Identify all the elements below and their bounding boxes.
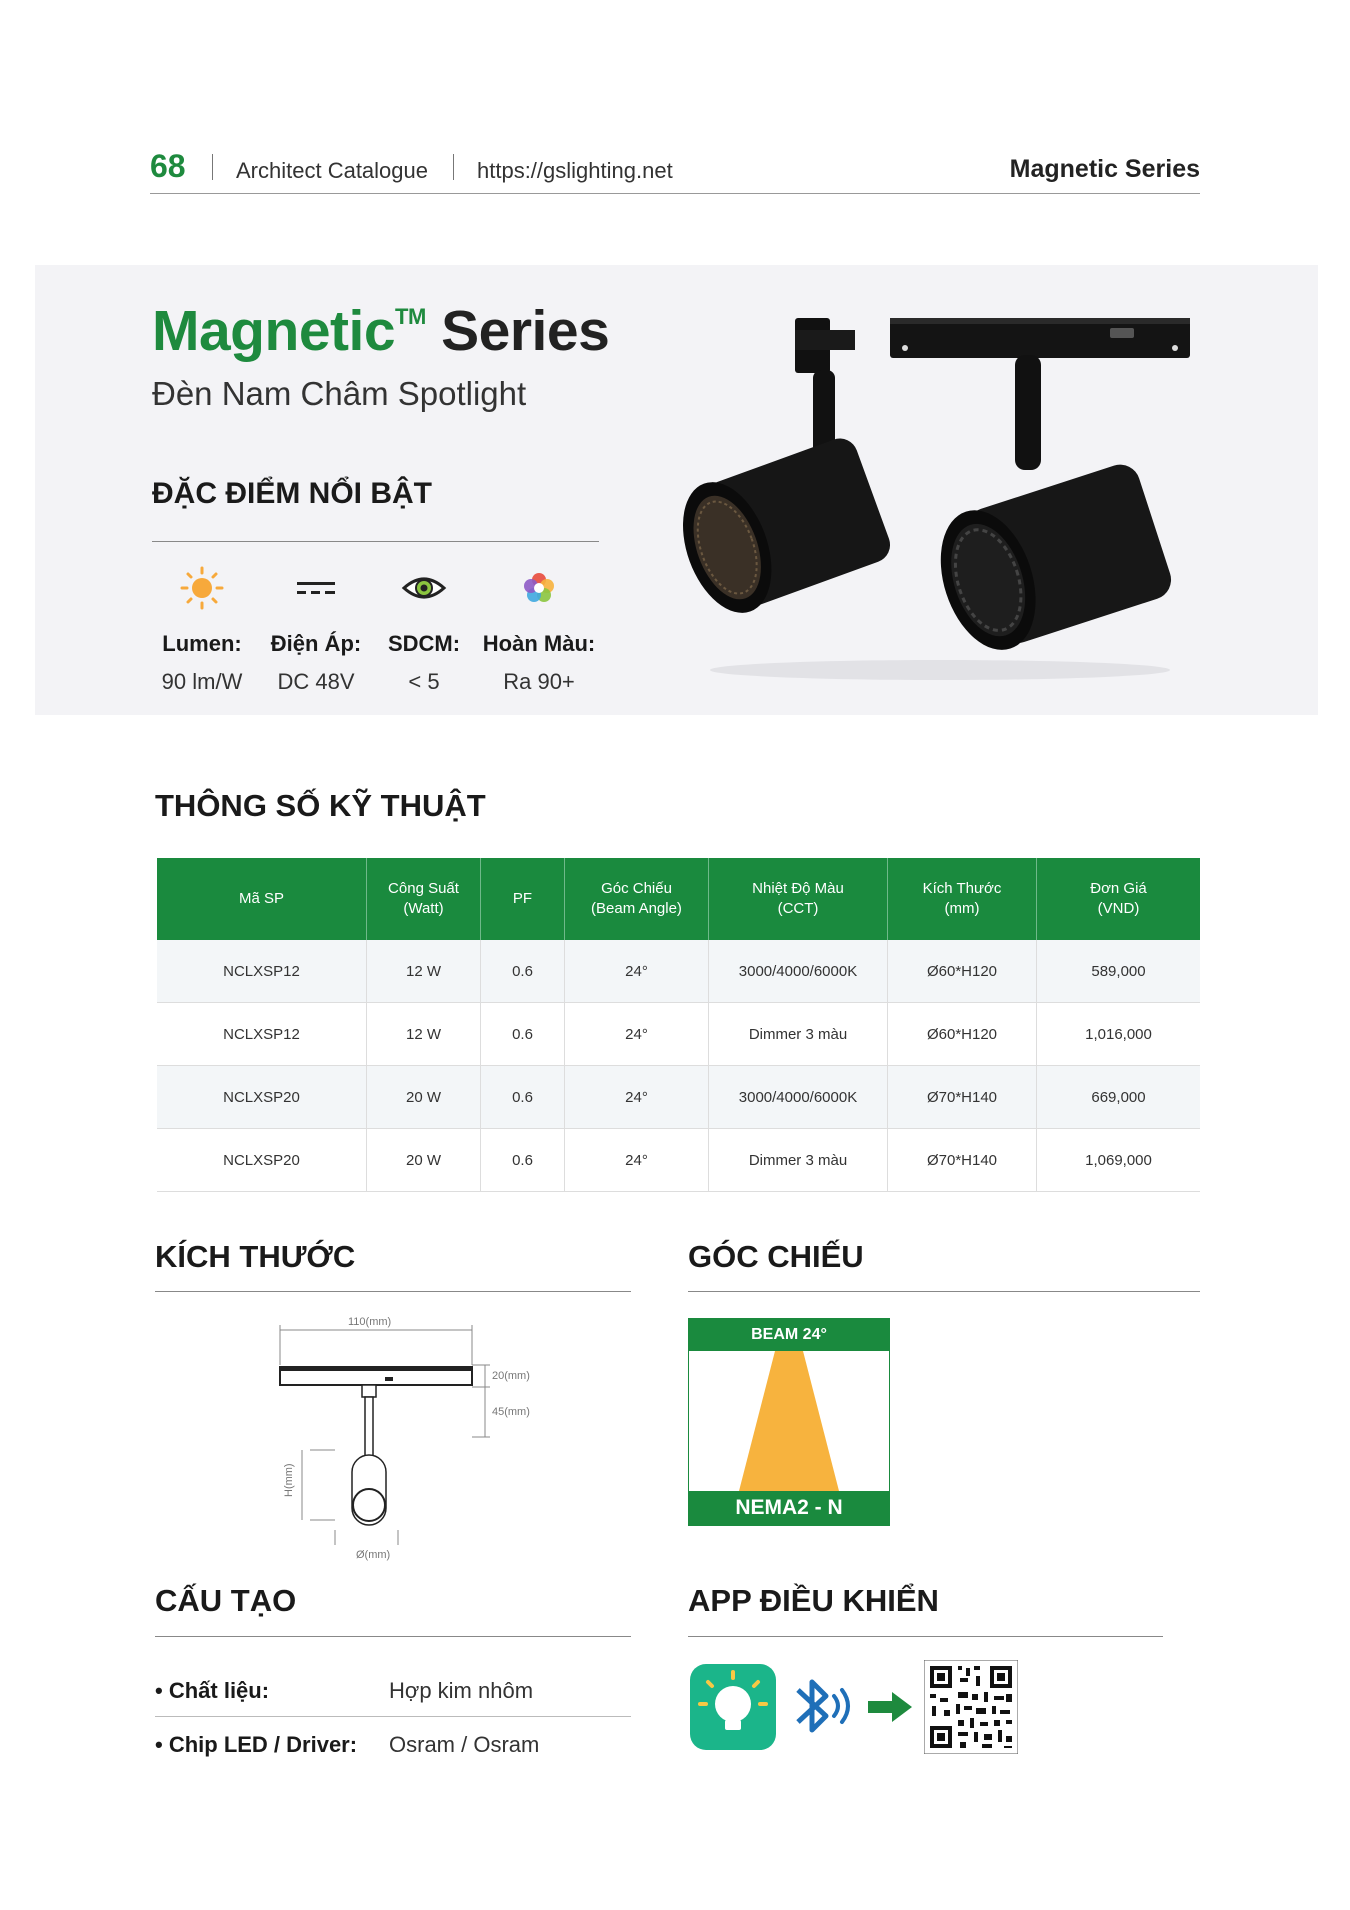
construction-label: • Chất liệu: bbox=[155, 1678, 270, 1703]
cell-power: 12 W bbox=[367, 1003, 481, 1066]
cell-beam: 24° bbox=[565, 1066, 709, 1129]
cell-size: Ø70*H140 bbox=[888, 1066, 1037, 1129]
cell-cct: 3000/4000/6000K bbox=[709, 940, 888, 1003]
cell-power: 20 W bbox=[367, 1129, 481, 1192]
cell-model: NCLXSP12 bbox=[157, 940, 367, 1003]
cell-price: 589,000 bbox=[1037, 940, 1201, 1003]
construction-value: Hợp kim nhôm bbox=[389, 1678, 534, 1703]
dimension-label: 110(mm) bbox=[348, 1316, 392, 1328]
cell-beam: 24° bbox=[565, 1003, 709, 1066]
dimension-drawing bbox=[270, 1315, 550, 1565]
feature-label: Lumen: bbox=[162, 631, 242, 656]
dimension-label: 45(mm) bbox=[492, 1406, 530, 1418]
product-image bbox=[680, 300, 1200, 690]
beam-angle-label: BEAM 24° bbox=[689, 1319, 889, 1351]
dimension-label: H(mm) bbox=[283, 1463, 295, 1497]
beam-divider bbox=[688, 1291, 1200, 1292]
cell-price: 1,016,000 bbox=[1037, 1003, 1201, 1066]
cell-size: Ø60*H120 bbox=[888, 1003, 1037, 1066]
construction-divider bbox=[155, 1636, 631, 1637]
beam-heading: GÓC CHIẾU bbox=[688, 1239, 864, 1274]
title-brand: Magnetic bbox=[152, 299, 396, 363]
cell-pf: 0.6 bbox=[481, 940, 565, 1003]
beam-angle-box bbox=[688, 1318, 890, 1526]
construction-value: Osram / Osram bbox=[389, 1732, 540, 1757]
construction-row-divider bbox=[155, 1716, 631, 1717]
table-row bbox=[157, 1003, 1200, 1066]
feature-value: 90 lm/W bbox=[161, 669, 243, 694]
product-title bbox=[152, 298, 609, 364]
feature-label: Hoàn Màu: bbox=[482, 631, 596, 656]
beam-type-label: NEMA2 - N bbox=[689, 1491, 889, 1525]
title-series: Series bbox=[441, 299, 610, 363]
bluetooth-icon bbox=[786, 1668, 856, 1748]
feature-label: Điện Áp: bbox=[270, 631, 362, 656]
app-divider bbox=[688, 1636, 1163, 1637]
cell-size: Ø60*H120 bbox=[888, 940, 1037, 1003]
column-header: Nhiệt Độ Màu (CCT) bbox=[709, 858, 888, 940]
spec-table bbox=[157, 858, 1200, 1192]
table-row bbox=[157, 1066, 1200, 1129]
cell-model: NCLXSP20 bbox=[157, 1129, 367, 1192]
column-header: Góc Chiếu (Beam Angle) bbox=[565, 858, 709, 940]
column-header: Công Suất (Watt) bbox=[367, 858, 481, 940]
cell-pf: 0.6 bbox=[481, 1129, 565, 1192]
cell-model: NCLXSP12 bbox=[157, 1003, 367, 1066]
dimensions-heading: KÍCH THƯỚC bbox=[155, 1239, 356, 1274]
dimension-label: Ø(mm) bbox=[356, 1549, 391, 1561]
trademark-mark: TM bbox=[395, 304, 426, 329]
cell-power: 12 W bbox=[367, 940, 481, 1003]
series-name: Magnetic Series bbox=[1009, 155, 1200, 183]
arrow-right-icon bbox=[866, 1690, 914, 1724]
dc-voltage-icon bbox=[256, 565, 376, 611]
product-subtitle: Đèn Nam Châm Spotlight bbox=[152, 375, 527, 412]
table-row bbox=[157, 1129, 1200, 1192]
dimensions-divider bbox=[155, 1291, 631, 1292]
column-header: Kích Thước (mm) bbox=[888, 858, 1037, 940]
column-header: Đơn Giá (VND) bbox=[1037, 858, 1201, 940]
cell-price: 669,000 bbox=[1037, 1066, 1201, 1129]
cell-pf: 0.6 bbox=[481, 1003, 565, 1066]
cell-price: 1,069,000 bbox=[1037, 1129, 1201, 1192]
bulb-app-icon[interactable] bbox=[688, 1662, 778, 1752]
header-divider bbox=[150, 193, 1200, 194]
qr-code-icon[interactable] bbox=[924, 1660, 1018, 1754]
table-header-row bbox=[157, 858, 1200, 940]
feature-cri bbox=[479, 565, 599, 695]
construction-item bbox=[155, 1732, 357, 1758]
eye-icon bbox=[364, 565, 484, 611]
app-heading: APP ĐIỀU KHIỂN bbox=[688, 1583, 939, 1618]
color-wheel-icon bbox=[479, 565, 599, 611]
feature-value: < 5 bbox=[408, 669, 440, 694]
feature-sdcm bbox=[364, 565, 484, 695]
feature-value: DC 48V bbox=[277, 669, 355, 694]
website-link[interactable]: https://gslighting.net bbox=[477, 158, 673, 183]
cell-beam: 24° bbox=[565, 940, 709, 1003]
column-header: PF bbox=[481, 858, 565, 940]
page-number: 68 bbox=[150, 148, 186, 184]
construction-item bbox=[155, 1678, 269, 1704]
feature-value: Ra 90+ bbox=[503, 669, 575, 694]
feature-voltage bbox=[256, 565, 376, 695]
header-separator bbox=[212, 154, 213, 180]
cell-power: 20 W bbox=[367, 1066, 481, 1129]
column-header: Mã SP bbox=[157, 858, 367, 940]
construction-label: • Chip LED / Driver: bbox=[155, 1732, 358, 1757]
table-row bbox=[157, 940, 1200, 1003]
beam-cone bbox=[689, 1351, 889, 1491]
cell-cct: 3000/4000/6000K bbox=[709, 1066, 888, 1129]
cell-beam: 24° bbox=[565, 1129, 709, 1192]
spec-heading: THÔNG SỐ KỸ THUẬT bbox=[155, 788, 486, 823]
cell-model: NCLXSP20 bbox=[157, 1066, 367, 1129]
cell-cct: Dimmer 3 màu bbox=[709, 1003, 888, 1066]
cell-pf: 0.6 bbox=[481, 1066, 565, 1129]
cell-size: Ø70*H140 bbox=[888, 1129, 1037, 1192]
header-separator bbox=[453, 154, 454, 180]
cell-cct: Dimmer 3 màu bbox=[709, 1129, 888, 1192]
feature-lumen bbox=[142, 565, 262, 695]
construction-heading: CẤU TẠO bbox=[155, 1583, 297, 1618]
features-divider bbox=[152, 541, 599, 542]
dimension-label: 20(mm) bbox=[492, 1370, 530, 1382]
catalogue-name: Architect Catalogue bbox=[236, 158, 428, 183]
sun-icon bbox=[142, 565, 262, 611]
feature-label: SDCM: bbox=[387, 631, 461, 656]
features-heading: ĐẶC ĐIỂM NỔI BẬT bbox=[152, 477, 432, 510]
